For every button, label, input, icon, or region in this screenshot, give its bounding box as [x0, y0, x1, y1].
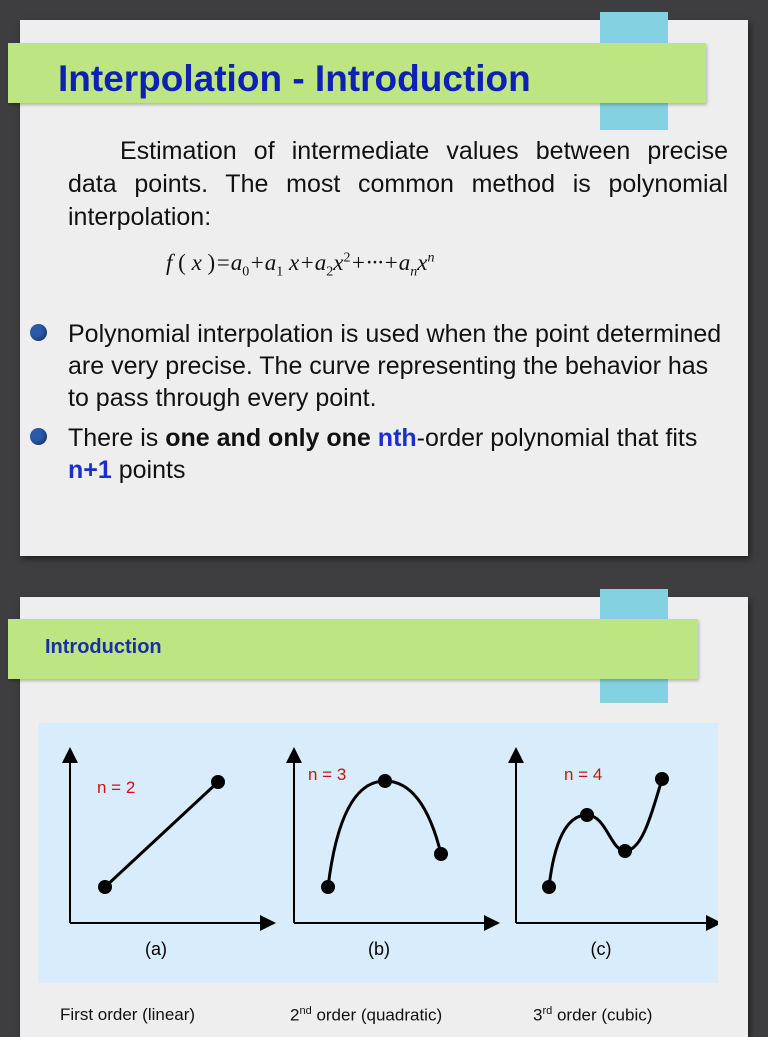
bullet-dot-icon: [30, 324, 47, 341]
quadratic-curve: [328, 781, 441, 887]
cubic-curve: [549, 779, 662, 887]
bullet-emphasis: one and only one: [165, 424, 371, 452]
intro-paragraph: Estimation of intermediate values between precise data points. The most common method is polynomial interpolation:: [68, 137, 728, 231]
caption-superscript: rd: [542, 1005, 553, 1017]
slide-introduction-figures: [20, 597, 748, 1037]
n-label: n = 4: [564, 765, 603, 784]
slide-interpolation-introduction: [20, 20, 748, 556]
slide-title: Introduction: [45, 636, 162, 658]
interpolation-diagram: [38, 723, 718, 983]
data-point: [434, 847, 448, 861]
data-point: [98, 880, 112, 894]
data-point: [321, 880, 335, 894]
bullet-item-uniqueness: [30, 422, 730, 486]
interpolation-figure: [38, 723, 718, 983]
caption-text: 2: [290, 1005, 300, 1025]
bullet-text: Polynomial interpolation is used when the point determined are very precise. The curve representing the behavior has to pass through every point.: [68, 320, 722, 412]
n-label: n = 3: [308, 765, 347, 784]
polynomial-formula: f ( x )$=a_0+a_1$ $x+a_2x^2+\cdot\cdot\cdot+a_nx^n$: [166, 250, 435, 280]
bullet-text-part: -order polynomial that fits: [416, 424, 698, 452]
caption-text: order (cubic): [552, 1005, 653, 1025]
bullet-text-part: points: [111, 456, 186, 484]
caption-second-order: [290, 1005, 442, 1026]
data-point: [211, 775, 225, 789]
panel-a: [70, 755, 268, 959]
panel-b: [294, 755, 492, 959]
data-point: [655, 772, 669, 786]
bullet-dot-icon: [30, 428, 47, 445]
caption-superscript: nd: [299, 1005, 312, 1017]
panel-c: [516, 755, 714, 959]
caption-text: 3: [533, 1005, 543, 1025]
linear-curve: [105, 782, 218, 887]
caption-first-order: First order (linear): [60, 1005, 196, 1024]
bullet-item-precision: [30, 318, 730, 414]
caption-text: order (quadratic): [311, 1005, 443, 1025]
caption-third-order: [533, 1005, 652, 1026]
bullet-highlight-nth: nth: [377, 424, 417, 452]
panel-label: (a): [145, 939, 167, 959]
bullet-highlight-n-plus-1: n+1: [68, 456, 112, 484]
data-point: [618, 844, 632, 858]
slide-title: Interpolation - Introduction: [58, 58, 531, 99]
panel-label: (c): [590, 939, 612, 959]
bullet-text-part: [371, 424, 378, 452]
bullet-text-part: There is: [68, 424, 166, 452]
bullet-list: [30, 318, 730, 494]
data-point: [580, 808, 594, 822]
n-label: n = 2: [97, 778, 136, 797]
data-point: [378, 774, 392, 788]
panel-label: (b): [368, 939, 390, 959]
data-point: [542, 880, 556, 894]
